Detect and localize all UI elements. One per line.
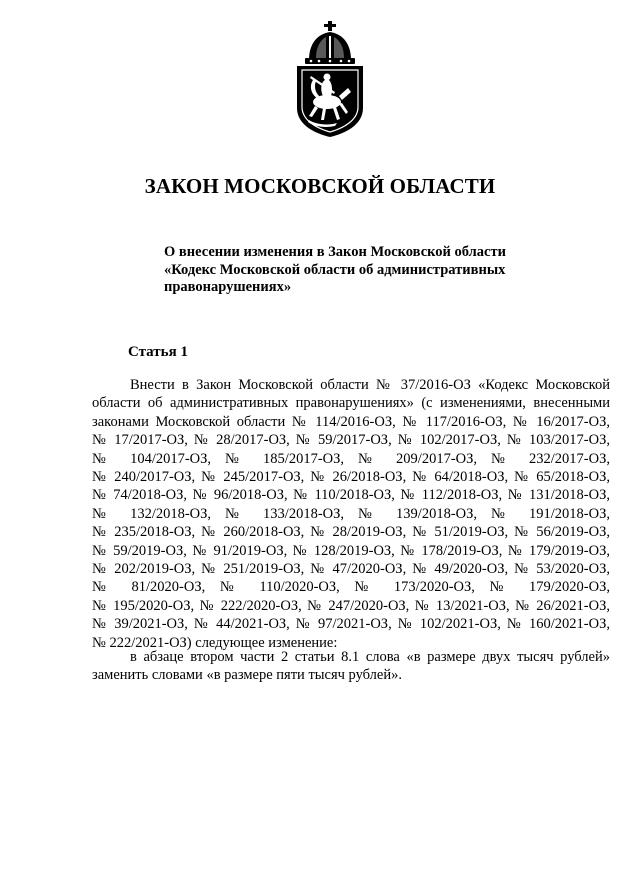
paragraph-line: № 235/2018-ОЗ, № 260/2018-ОЗ, № 28/2019-ОЗ, № 51/2019-ОЗ, № 56/2019-ОЗ, bbox=[92, 524, 610, 541]
paragraph-line: № 240/2017-ОЗ, № 245/2017-ОЗ, № 26/2018-ОЗ, № 64/2018-ОЗ, № 65/2018-ОЗ, bbox=[92, 469, 610, 486]
paragraph-line: законами Московской области № 114/2016-ОЗ, № 117/2016-ОЗ, № 16/2017-ОЗ, bbox=[92, 413, 610, 430]
paragraph-line: № 59/2019-ОЗ, № 91/2019-ОЗ, № 128/2019-ОЗ, № 178/2019-ОЗ, № 179/2019-ОЗ, bbox=[92, 542, 610, 559]
law-subject-line: «Кодекс Московской области об административных bbox=[164, 261, 506, 278]
article-paragraph-2 bbox=[92, 648, 610, 685]
paragraph-line: № 39/2021-ОЗ, № 44/2021-ОЗ, № 97/2021-ОЗ, № 102/2021-ОЗ, № 160/2021-ОЗ, bbox=[92, 616, 610, 633]
paragraph-line: № 74/2018-ОЗ, № 96/2018-ОЗ, № 110/2018-ОЗ, № 112/2018-ОЗ, № 131/2018-ОЗ, bbox=[92, 487, 610, 504]
paragraph-line: в абзаце втором части 2 статьи 8.1 слова «в размере двух тысяч рублей» bbox=[130, 649, 610, 665]
law-title: ЗАКОН МОСКОВСКОЙ ОБЛАСТИ bbox=[144, 174, 496, 198]
paragraph-line: Внести в Закон Московской области № 37/2016-ОЗ «Кодекс Московской bbox=[130, 377, 610, 393]
law-subject-line: правонарушениях» bbox=[164, 279, 292, 295]
coat-of-arms-icon bbox=[291, 20, 369, 138]
paragraph-line: области об административных правонарушениях» (с изменениями, внесенными bbox=[92, 395, 610, 412]
paragraph-line: № 202/2019-ОЗ, № 251/2019-ОЗ, № 47/2020-ОЗ, № 49/2020-ОЗ, № 53/2020-ОЗ, bbox=[92, 561, 610, 578]
law-subject-line: О внесении изменения в Закон Московской области bbox=[164, 244, 506, 260]
paragraph-line: № 132/2018-ОЗ, № 133/2018-ОЗ, № 139/2018-ОЗ, № 191/2018-ОЗ, bbox=[92, 505, 610, 522]
paragraph-line: № 104/2017-ОЗ, № 185/2017-ОЗ, № 209/2017-ОЗ, № 232/2017-ОЗ, bbox=[92, 450, 610, 467]
article-paragraph-1 bbox=[92, 376, 610, 652]
paragraph-line: № 81/2020-ОЗ, № 110/2020-ОЗ, № 173/2020-ОЗ, № 179/2020-ОЗ, bbox=[92, 579, 610, 596]
paragraph-line: № 17/2017-ОЗ, № 28/2017-ОЗ, № 59/2017-ОЗ, № 102/2017-ОЗ, № 103/2017-ОЗ, bbox=[92, 432, 610, 449]
law-subject bbox=[164, 244, 544, 297]
paragraph-line: заменить словами «в размере пяти тысяч рублей». bbox=[92, 667, 402, 684]
paragraph-line: № 195/2020-ОЗ, № 222/2020-ОЗ, № 247/2020-ОЗ, № 13/2021-ОЗ, № 26/2021-ОЗ, bbox=[92, 597, 610, 614]
article-heading: Статья 1 bbox=[128, 344, 188, 360]
paragraph-line: № 222/2021-ОЗ) следующее изменение: bbox=[92, 634, 338, 651]
